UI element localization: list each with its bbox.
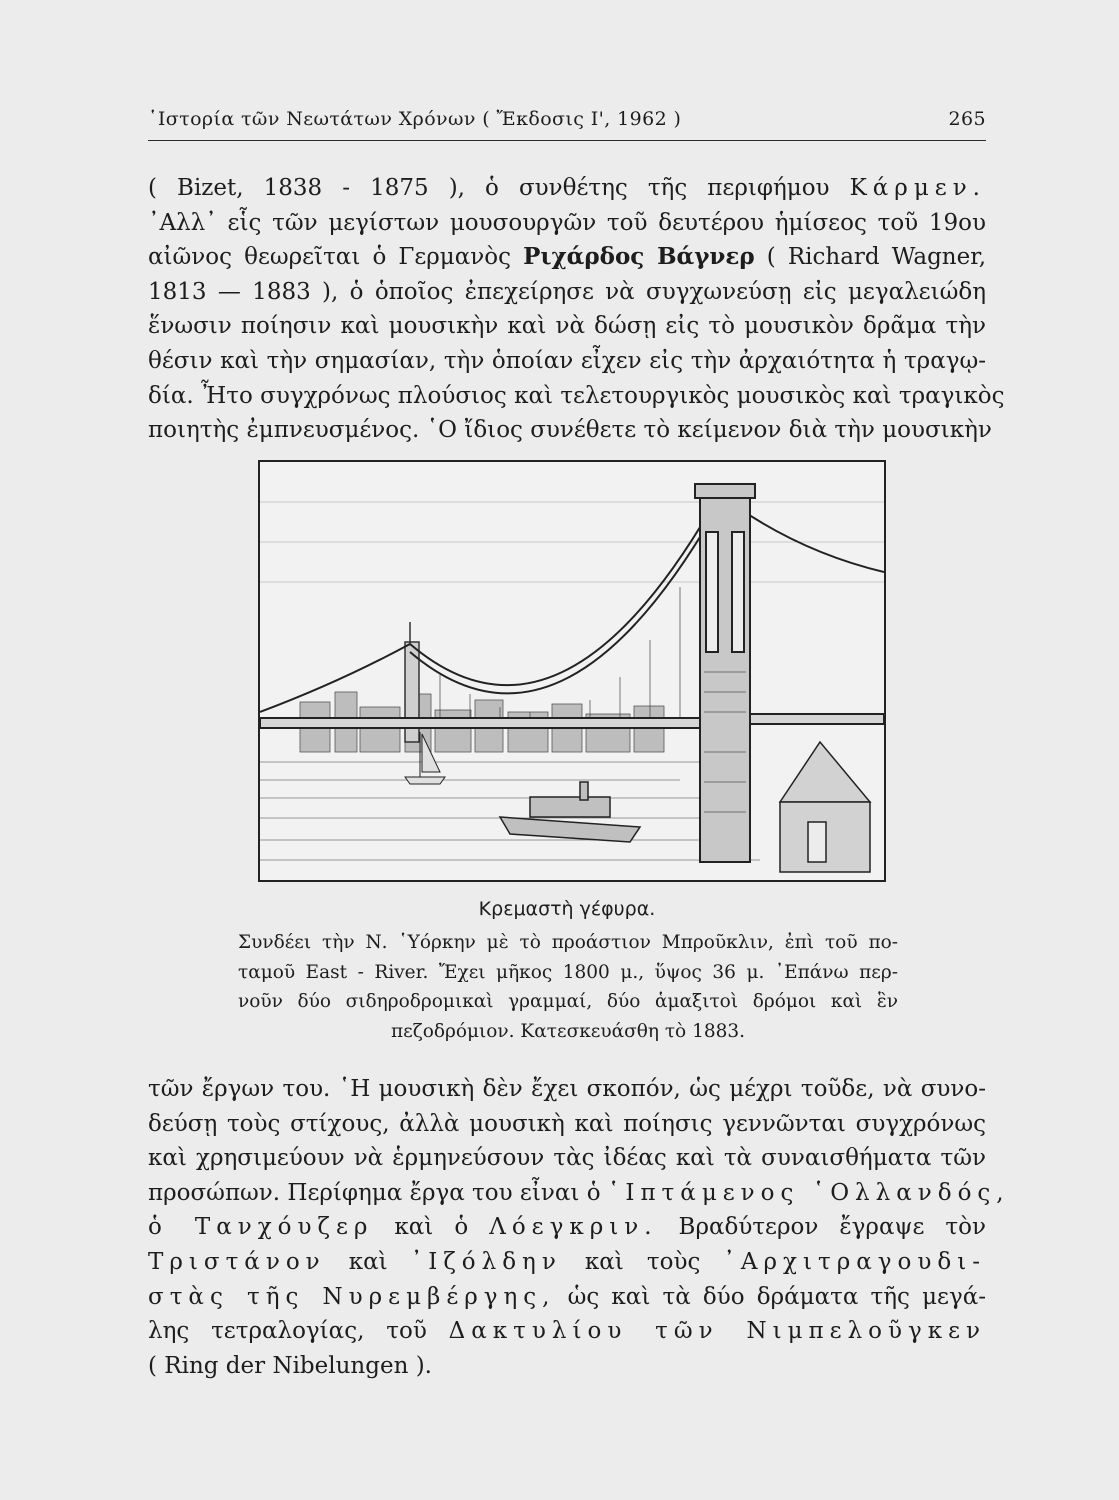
work-title: Δακτυλίου τῶν Νιμπελοῦγκεν [448, 1318, 986, 1345]
work-title: ὁ Τανχόυζερ [148, 1214, 374, 1241]
suspension-bridge-drawing [260, 462, 884, 880]
text-line: Τριστάνον καὶ ᾿Ιζόλδην καὶ τοὺς ᾿Αρχιτραγουδι- [148, 1248, 986, 1275]
wagner-name: Ριχάρδος Βάγνερ [523, 243, 755, 271]
bridge-illustration [258, 460, 886, 882]
paragraph-top [148, 171, 1005, 448]
work-title: ῾Ιπτάμενος ῾Ολλανδός, [607, 1179, 1010, 1206]
running-head-title: ῾Ιστορία τῶν Νεωτάτων Χρόνων ( Ἔκδοσις Ι', 1962 ) [148, 108, 682, 130]
text-line: προσώπων. Περίφημα ἔργα του εἶναι ὁ ῾Ιπτάμενος ῾Ολλανδός, [148, 1179, 1010, 1206]
page-number: 265 [948, 108, 986, 130]
text-line: ᾿Αλλ᾿ εἷς τῶν μεγίστων μουσουργῶν τοῦ δευτέρου ἡμίσεος τοῦ 19ου [148, 209, 986, 236]
carmen-title: Κάρμεν. [849, 175, 986, 201]
text-line: λης τετραλογίας, τοῦ Δακτυλίου τῶν Νιμπελοῦγκεν [148, 1318, 986, 1345]
work-title: ᾿Ιζόλδην [410, 1248, 562, 1275]
figure-caption [238, 928, 898, 1046]
caption-line: ταμοῦ East - River. Ἔχει μῆκος 1800 μ., ὕψος 36 μ. ᾿Επάνω περ- [238, 961, 898, 983]
text-line: στὰς τῆς Νυρεμβέργης, ὡς καὶ τὰ δύο δράματα τῆς μεγά- [148, 1283, 986, 1310]
work-title: στὰς τῆς Νυρεμβέργης, [148, 1283, 556, 1310]
running-head [148, 104, 986, 141]
caption-line: πεζοδρόμιον. Κατεσκευάσθη τὸ 1883. [390, 1020, 746, 1042]
text-line: ὁ Τανχόυζερ καὶ ὁ Λόεγκριν. Βραδύτερον ἔγραψε τὸν [148, 1214, 986, 1241]
text-line: ἕνωσιν ποίησιν καὶ μουσικὴν καὶ νὰ δώσῃ εἰς τὸ μουσικὸν δρᾶμα τὴν [148, 313, 986, 340]
text-line: ( Bizet, 1838 - 1875 ), ὁ συνθέτης τῆς περιφήμου Κάρμεν. [148, 175, 986, 201]
text-line: καὶ χρησιμεύουν νὰ ἑρμηνεύσουν τὰς ἰδέας καὶ τὰ συναισθήματα τῶν [148, 1145, 986, 1172]
text-line: 1813 — 1883 ), ὁ ὁποῖος ἐπεχείρησε νὰ συγχωνεύσῃ εἰς μεγαλειώδη [148, 278, 986, 305]
text-line: ( Ring der Nibelungen ). [148, 1352, 432, 1379]
work-title: Λόεγκριν. [489, 1214, 658, 1241]
text-line: θέσιν καὶ τὴν σημασίαν, τὴν ὁποίαν εἶχεν εἰς τὴν ἀρχαιότητα ἡ τραγῳ- [148, 347, 986, 374]
work-title: Τριστάνον [148, 1248, 326, 1275]
text-line: δία. Ἦτο συγχρόνως πλούσιος καὶ τελετουργικὸς μουσικὸς καὶ τραγικὸς [148, 382, 1005, 409]
text-line: δεύσῃ τοὺς στίχους, ἀλλὰ μουσικὴ καὶ ποίησις γεννῶνται συγχρόνως [148, 1110, 986, 1137]
text-line: ποιητὴς ἐμπνευσμένος. ῾Ο ἴδιος συνέθετε τὸ κείμενον διὰ τὴν μουσικὴν [148, 417, 992, 444]
figure-caption-title: Κρεμαστὴ γέφυρα. [478, 898, 656, 920]
caption-line: Συνδέει τὴν Ν. ῾Υόρκην μὲ τὸ προάστιον Μπροῦκλιν, ἐπὶ τοῦ πο- [238, 932, 898, 953]
paragraph-bottom [148, 1072, 1010, 1383]
text-line: αἰῶνος θεωρεῖται ὁ Γερμανὸς Ριχάρδος Βάγνερ ( Richard Wagner, [148, 243, 986, 271]
caption-line: νοῦν δύο σιδηροδρομικαὶ γραμμαί, δύο ἁμαξιτοὶ δρόμοι καὶ ἓν [238, 991, 898, 1012]
text-line: τῶν ἔργων του. ῾Η μουσικὴ δὲν ἔχει σκοπόν, ὡς μέχρι τοῦδε, νὰ συνο- [148, 1076, 986, 1102]
work-title: ᾿Αρχιτραγουδι- [723, 1248, 986, 1275]
